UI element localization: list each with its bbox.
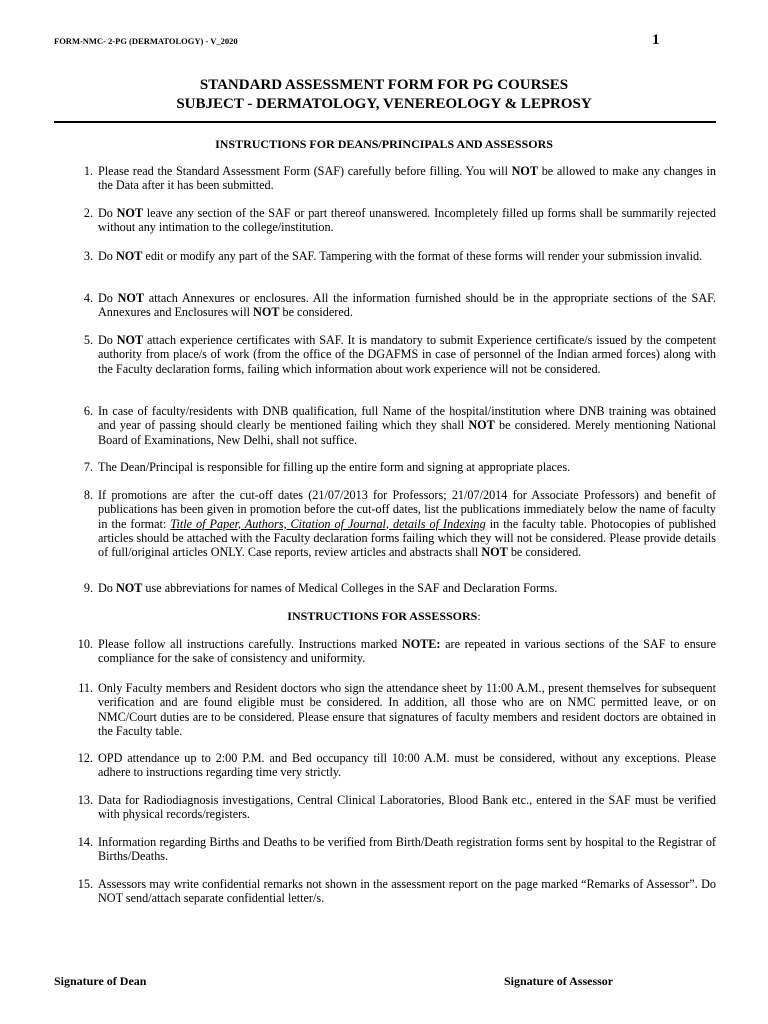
instruction-text-part: The Dean/Principal is responsible for filling up the entire form and signing at appropriate places.	[98, 460, 571, 474]
instruction-text	[98, 877, 716, 906]
instruction-text-part: leave any section of the SAF or part thereof unanswered. Incompletely filled up forms shall be summarily rejected without any intimation to the college/institution.	[98, 206, 716, 235]
instruction-text	[98, 488, 716, 559]
instruction-text-part: attach Annexures or enclosures. All the information furnished should be in the appropriate sections of the SAF. Annexures and Enclosures will	[98, 291, 716, 320]
instruction-text-part: Data for Radiodiagnosis investigations, Central Clinical Laboratories, Blood Bank etc., entered in the SAF must be verified with physical records/registers.	[98, 793, 716, 822]
instruction-number: 2.	[83, 206, 93, 220]
title-line-2: SUBJECT - DERMATOLOGY, VENEREOLOGY & LEPROSY	[176, 96, 592, 112]
instruction-number: 11.	[78, 681, 93, 695]
emphasis-text: NOTE:	[401, 637, 441, 651]
section-heading-assessors	[54, 609, 714, 624]
instruction-item	[54, 164, 716, 193]
emphasis-text: NOT	[115, 581, 143, 595]
instruction-text	[98, 751, 716, 780]
instruction-text	[98, 460, 716, 474]
instruction-text	[98, 835, 716, 864]
instruction-text-part: Do	[98, 333, 117, 347]
emphasis-text: NOT	[253, 305, 280, 320]
instruction-item	[54, 249, 716, 263]
instruction-text-part: Do	[98, 291, 118, 305]
emphasis-text: NOT	[117, 291, 145, 305]
instruction-number: 7.	[83, 460, 93, 474]
signature-assessor: Signature of Assessor	[504, 974, 614, 988]
instruction-number: 14.	[77, 835, 93, 849]
instruction-text-part: Assessors may write confidential remarks not shown in the assessment report on the page marked “Remarks of Assessor”. Do NOT send/attach separate confidential letter/s.	[98, 877, 716, 906]
instruction-number: 13.	[77, 793, 93, 807]
instruction-text-part: If promotions are after the cut-off dates (21/07/2013 for Professors; 21/07/2014 for Associate Professors) and benefit of publications has been given in promotion before the cut-off dates, list the publications immediately below the name of faculty in the format:	[98, 488, 716, 531]
instruction-text-part: Please follow all instructions carefully. Instructions marked	[98, 637, 402, 651]
instruction-item	[54, 460, 716, 474]
section-heading-assessors-text: INSTRUCTIONS FOR ASSESSORS	[287, 609, 478, 623]
signature-dean: Signature of Dean	[54, 974, 147, 988]
page-number: 1	[652, 32, 660, 48]
section-heading-colon: :	[477, 609, 481, 623]
document-title	[54, 76, 714, 114]
instruction-text	[98, 581, 716, 595]
instruction-text-part: be considered.	[507, 545, 582, 560]
instruction-text	[98, 404, 716, 447]
instruction-text-part: Information regarding Births and Deaths to be verified from Birth/Death registration forms sent by hospital to the Registrar of Births/Deaths.	[98, 835, 716, 864]
instruction-text	[98, 164, 716, 193]
instruction-item	[54, 404, 716, 447]
instruction-number: 9.	[83, 581, 93, 595]
title-rule	[54, 121, 716, 123]
instruction-text	[98, 291, 716, 320]
instruction-number: 8.	[83, 488, 93, 502]
instruction-item	[54, 206, 716, 235]
emphasis-text: NOT	[115, 249, 143, 263]
instruction-text-part: Only Faculty members and Resident doctors who sign the attendance sheet by 11:00 A.M., present themselves for subsequent verification and are found eligible must be considered. In addition, all those who are on NMC permitted leave, or on NMC/Court duties are to be considered. Please ensure that signatures of faculty members and resident doctors are obtained in the Faculty table.	[98, 681, 716, 738]
emphasis-text: NOT	[116, 333, 144, 347]
instruction-text-part: be allowed to make any changes in the Data after it has been submitted.	[98, 164, 716, 193]
emphasis-text: NOT	[116, 206, 144, 220]
instruction-item	[54, 488, 716, 559]
instruction-item	[54, 681, 716, 738]
instruction-item	[54, 637, 716, 666]
instruction-text	[98, 333, 716, 376]
instruction-number: 5.	[83, 333, 93, 347]
instruction-number: 10.	[77, 637, 93, 651]
instruction-number: 1.	[83, 164, 93, 178]
instruction-text-part: edit or modify any part of the SAF. Tampering with the format of these forms will render your submission invalid.	[142, 249, 703, 263]
instruction-text-part: Do	[98, 581, 116, 595]
instruction-item	[54, 877, 716, 906]
instruction-text	[98, 206, 716, 235]
instruction-text-part: Please read the Standard Assessment Form (SAF) carefully before filling. You will	[98, 164, 512, 178]
instruction-text-part: be considered.	[279, 305, 353, 320]
emphasis-text: NOT	[511, 164, 539, 178]
instruction-number: 6.	[83, 404, 93, 418]
instruction-number: 15.	[77, 877, 93, 891]
instruction-text-part: be considered. Merely mentioning National Board of Examinations, New Delhi, shall not suffice.	[98, 418, 716, 447]
instruction-text-part: Do	[98, 249, 116, 263]
instruction-number: 4.	[83, 291, 93, 305]
section-heading-deans: INSTRUCTIONS FOR DEANS/PRINCIPALS AND ASSESSORS	[215, 137, 553, 151]
instruction-text-part: attach experience certificates with SAF. It is mandatory to submit Experience certificate/s issued by the competent authority from place/s of work (from the office of the DGAFMS in case of personnel of the Indian armed forces) along with the Faculty declaration forms, failing which information about work experience will not be considered.	[98, 333, 716, 376]
instruction-item	[54, 581, 716, 595]
emphasis-text: NOT	[481, 545, 508, 560]
form-code: FORM-NMC- 2-PG (DERMATOLOGY) - V_2020	[54, 36, 238, 46]
instruction-number: 12.	[77, 751, 93, 765]
instruction-item	[54, 291, 716, 320]
instruction-text-part: in the faculty table. Photocopies of published articles should be attached with the Faculty declaration forms failing which they will not be considered. Please provide details of full/original articles ONLY. Case reports, review articles and abstracts shall	[98, 516, 716, 560]
instruction-text	[98, 249, 716, 263]
instruction-text	[98, 637, 716, 666]
instruction-item	[54, 793, 716, 822]
emphasis-text: NOT	[468, 418, 495, 433]
instruction-item	[54, 751, 716, 780]
format-example-text: Title of Paper, Authors, Citation of Journal, details of Indexing	[170, 516, 486, 531]
instruction-number: 3.	[83, 249, 93, 263]
instruction-text	[98, 681, 716, 738]
title-line-1: STANDARD ASSESSMENT FORM FOR PG COURSES	[199, 77, 569, 93]
instruction-item	[54, 333, 716, 376]
instruction-text	[98, 793, 716, 822]
instruction-text-part: use abbreviations for names of Medical Colleges in the SAF and Declaration Forms.	[142, 581, 558, 595]
instruction-item	[54, 835, 716, 864]
instruction-text-part: OPD attendance up to 2:00 P.M. and Bed occupancy till 10:00 A.M. must be considered, without any exceptions. Please adhere to instructions regarding time very strictly.	[98, 751, 716, 780]
instruction-text-part: Do	[98, 206, 117, 220]
instruction-text-part: In case of faculty/residents with DNB qualification, full Name of the hospital/institution where DNB training was obtained and year of passing should clearly be mentioned failing which they shall	[98, 404, 716, 433]
instruction-text-part: are repeated in various sections of the SAF to ensure compliance for the sake of consistency and uniformity.	[98, 637, 716, 666]
